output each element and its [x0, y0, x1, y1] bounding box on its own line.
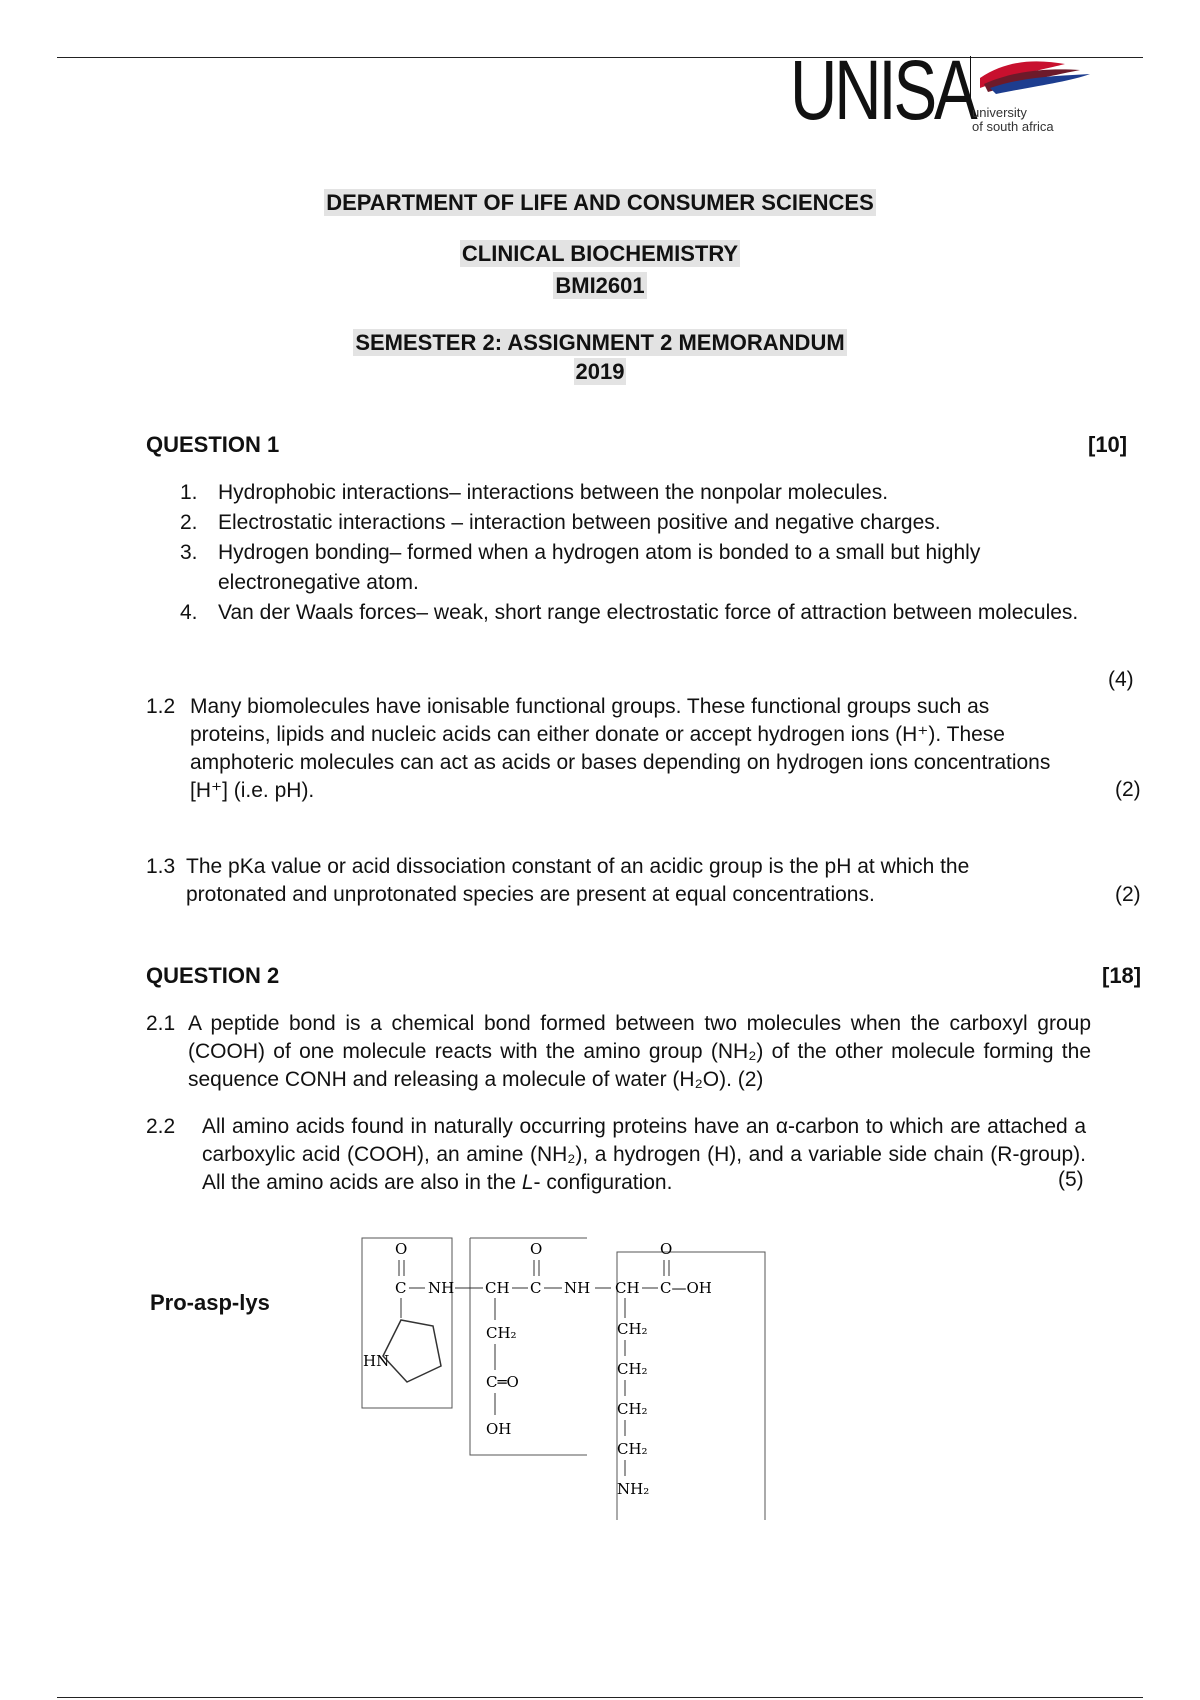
department-heading — [0, 190, 1200, 216]
logo-wordmark: UNISA — [790, 43, 975, 137]
flag-swoosh-icon — [970, 54, 1100, 104]
answer-2-2-text: All amino acids found in naturally occurring proteins have an α-carbon to which are attached a carboxylic acid (COOH), an amine (NH₂), a hydrogen (H), and a variable side chain (R-group). All the amino acids are also in the — [202, 1115, 1086, 1194]
atom-nh: NH — [428, 1279, 455, 1297]
answer-number: 2.1 — [146, 1012, 176, 1035]
module-heading — [0, 241, 1200, 267]
items-mark: (4) — [1108, 668, 1134, 691]
answer-number: 2.2 — [146, 1115, 176, 1138]
module-code — [0, 273, 1200, 299]
atom-ch2: CH₂ — [617, 1320, 648, 1338]
answer-text: The pKa value or acid dissociation constant of an acidic group is the pH at which the protonated and unprotonated species are present at equal concentrations. — [186, 855, 970, 906]
atom-o: O — [660, 1240, 673, 1258]
list-text: Hydrophobic interactions– interactions between the nonpolar molecules. — [218, 481, 889, 504]
answer-2-1-text: A peptide bond is a chemical bond formed between two molecules when the carboxyl group (COOH) of one molecule reacts with the amino group (NH₂) of the other molecule forming the sequence CONH and releasing a molecule of water (H₂O). — [188, 1012, 1091, 1091]
question-2-title: QUESTION 2 — [146, 963, 280, 988]
answer-text — [202, 1113, 1086, 1197]
atom-ch2: CH₂ — [617, 1440, 648, 1458]
atom-hn: HN — [363, 1352, 390, 1370]
answer-text: Many biomolecules have ionisable functional groups. These functional groups such as proteins, lipids and nucleic acids can either donate or accept hydrogen ions (H⁺). These amphoteric molecules can act as acids or bases depending on hydrogen ions concentrations [H⁺] (i.e. pH). — [190, 695, 1051, 802]
atom-ch2: CH₂ — [486, 1324, 517, 1342]
answer-number: 1.3 — [146, 855, 176, 878]
bottom-rule — [57, 1697, 1143, 1698]
structure-label: Pro-asp-lys — [150, 1290, 270, 1315]
answer-2-2 — [146, 1113, 1091, 1197]
answer-2-1 — [146, 1010, 1091, 1094]
answer-text — [188, 1010, 1091, 1094]
list-number: 1. — [180, 481, 198, 504]
list-text: Van der Waals forces– weak, short range electrostatic force of attraction between molecules. — [218, 601, 1079, 624]
answer-2-2-text-end: - configuration. — [533, 1171, 673, 1194]
atom-nh: NH — [564, 1279, 591, 1297]
list-item — [180, 598, 1100, 628]
logo-line-1: university — [972, 105, 1027, 120]
question-1-total: [10] — [1088, 432, 1128, 457]
logo-line-2: of south africa — [972, 119, 1054, 134]
answer-1-3 — [146, 853, 1046, 909]
atom-oh: OH — [486, 1420, 512, 1438]
answer-1-2-mark: (2) — [1115, 778, 1141, 801]
module-code-text: BMI2601 — [555, 273, 645, 298]
atom-c: C — [395, 1279, 407, 1297]
logo-subtitle — [972, 106, 1054, 134]
list-number: 2. — [180, 511, 198, 534]
atom-ch: CH — [485, 1279, 510, 1297]
unisa-logo — [790, 43, 1090, 144]
question-1-title: QUESTION 1 — [146, 432, 280, 457]
atom-c: C — [530, 1279, 542, 1297]
atom-c-oh: C—OH — [660, 1279, 712, 1297]
assignment-text: SEMESTER 2: ASSIGNMENT 2 MEMORANDUM — [355, 330, 845, 355]
l-configuration-letter: L — [521, 1171, 534, 1194]
list-item — [180, 508, 1100, 538]
atom-o: O — [530, 1240, 543, 1258]
answer-1-3-mark: (2) — [1115, 883, 1141, 906]
list-number: 4. — [180, 601, 198, 624]
atom-c-eq-o: C═O — [486, 1373, 519, 1391]
list-text: Hydrogen bonding– formed when a hydrogen atom is bonded to a small but highly electronegative atom. — [218, 541, 981, 594]
pro-asp-lys-structure — [355, 1230, 775, 1530]
atom-o: O — [395, 1240, 408, 1258]
list-text: Electrostatic interactions – interaction between positive and negative charges. — [218, 511, 941, 534]
question-2-total: [18] — [1102, 963, 1142, 988]
year-text: 2019 — [575, 359, 625, 384]
assignment-heading — [0, 330, 1200, 356]
list-item — [180, 538, 1100, 598]
atom-nh2: NH₂ — [617, 1480, 650, 1498]
atom-ch: CH — [615, 1279, 640, 1297]
answer-number: 1.2 — [146, 695, 176, 718]
department-text: DEPARTMENT OF LIFE AND CONSUMER SCIENCES — [326, 190, 874, 215]
list-number: 3. — [180, 541, 198, 564]
year-heading — [0, 359, 1200, 385]
answer-2-1-mark: (2) — [737, 1068, 764, 1091]
answer-2-2-mark: (5) — [1058, 1168, 1084, 1191]
module-text: CLINICAL BIOCHEMISTRY — [461, 241, 739, 266]
atom-ch2: CH₂ — [617, 1360, 648, 1378]
list-item — [180, 478, 1100, 508]
answer-1-2 — [146, 693, 1106, 805]
atom-ch2: CH₂ — [617, 1400, 648, 1418]
